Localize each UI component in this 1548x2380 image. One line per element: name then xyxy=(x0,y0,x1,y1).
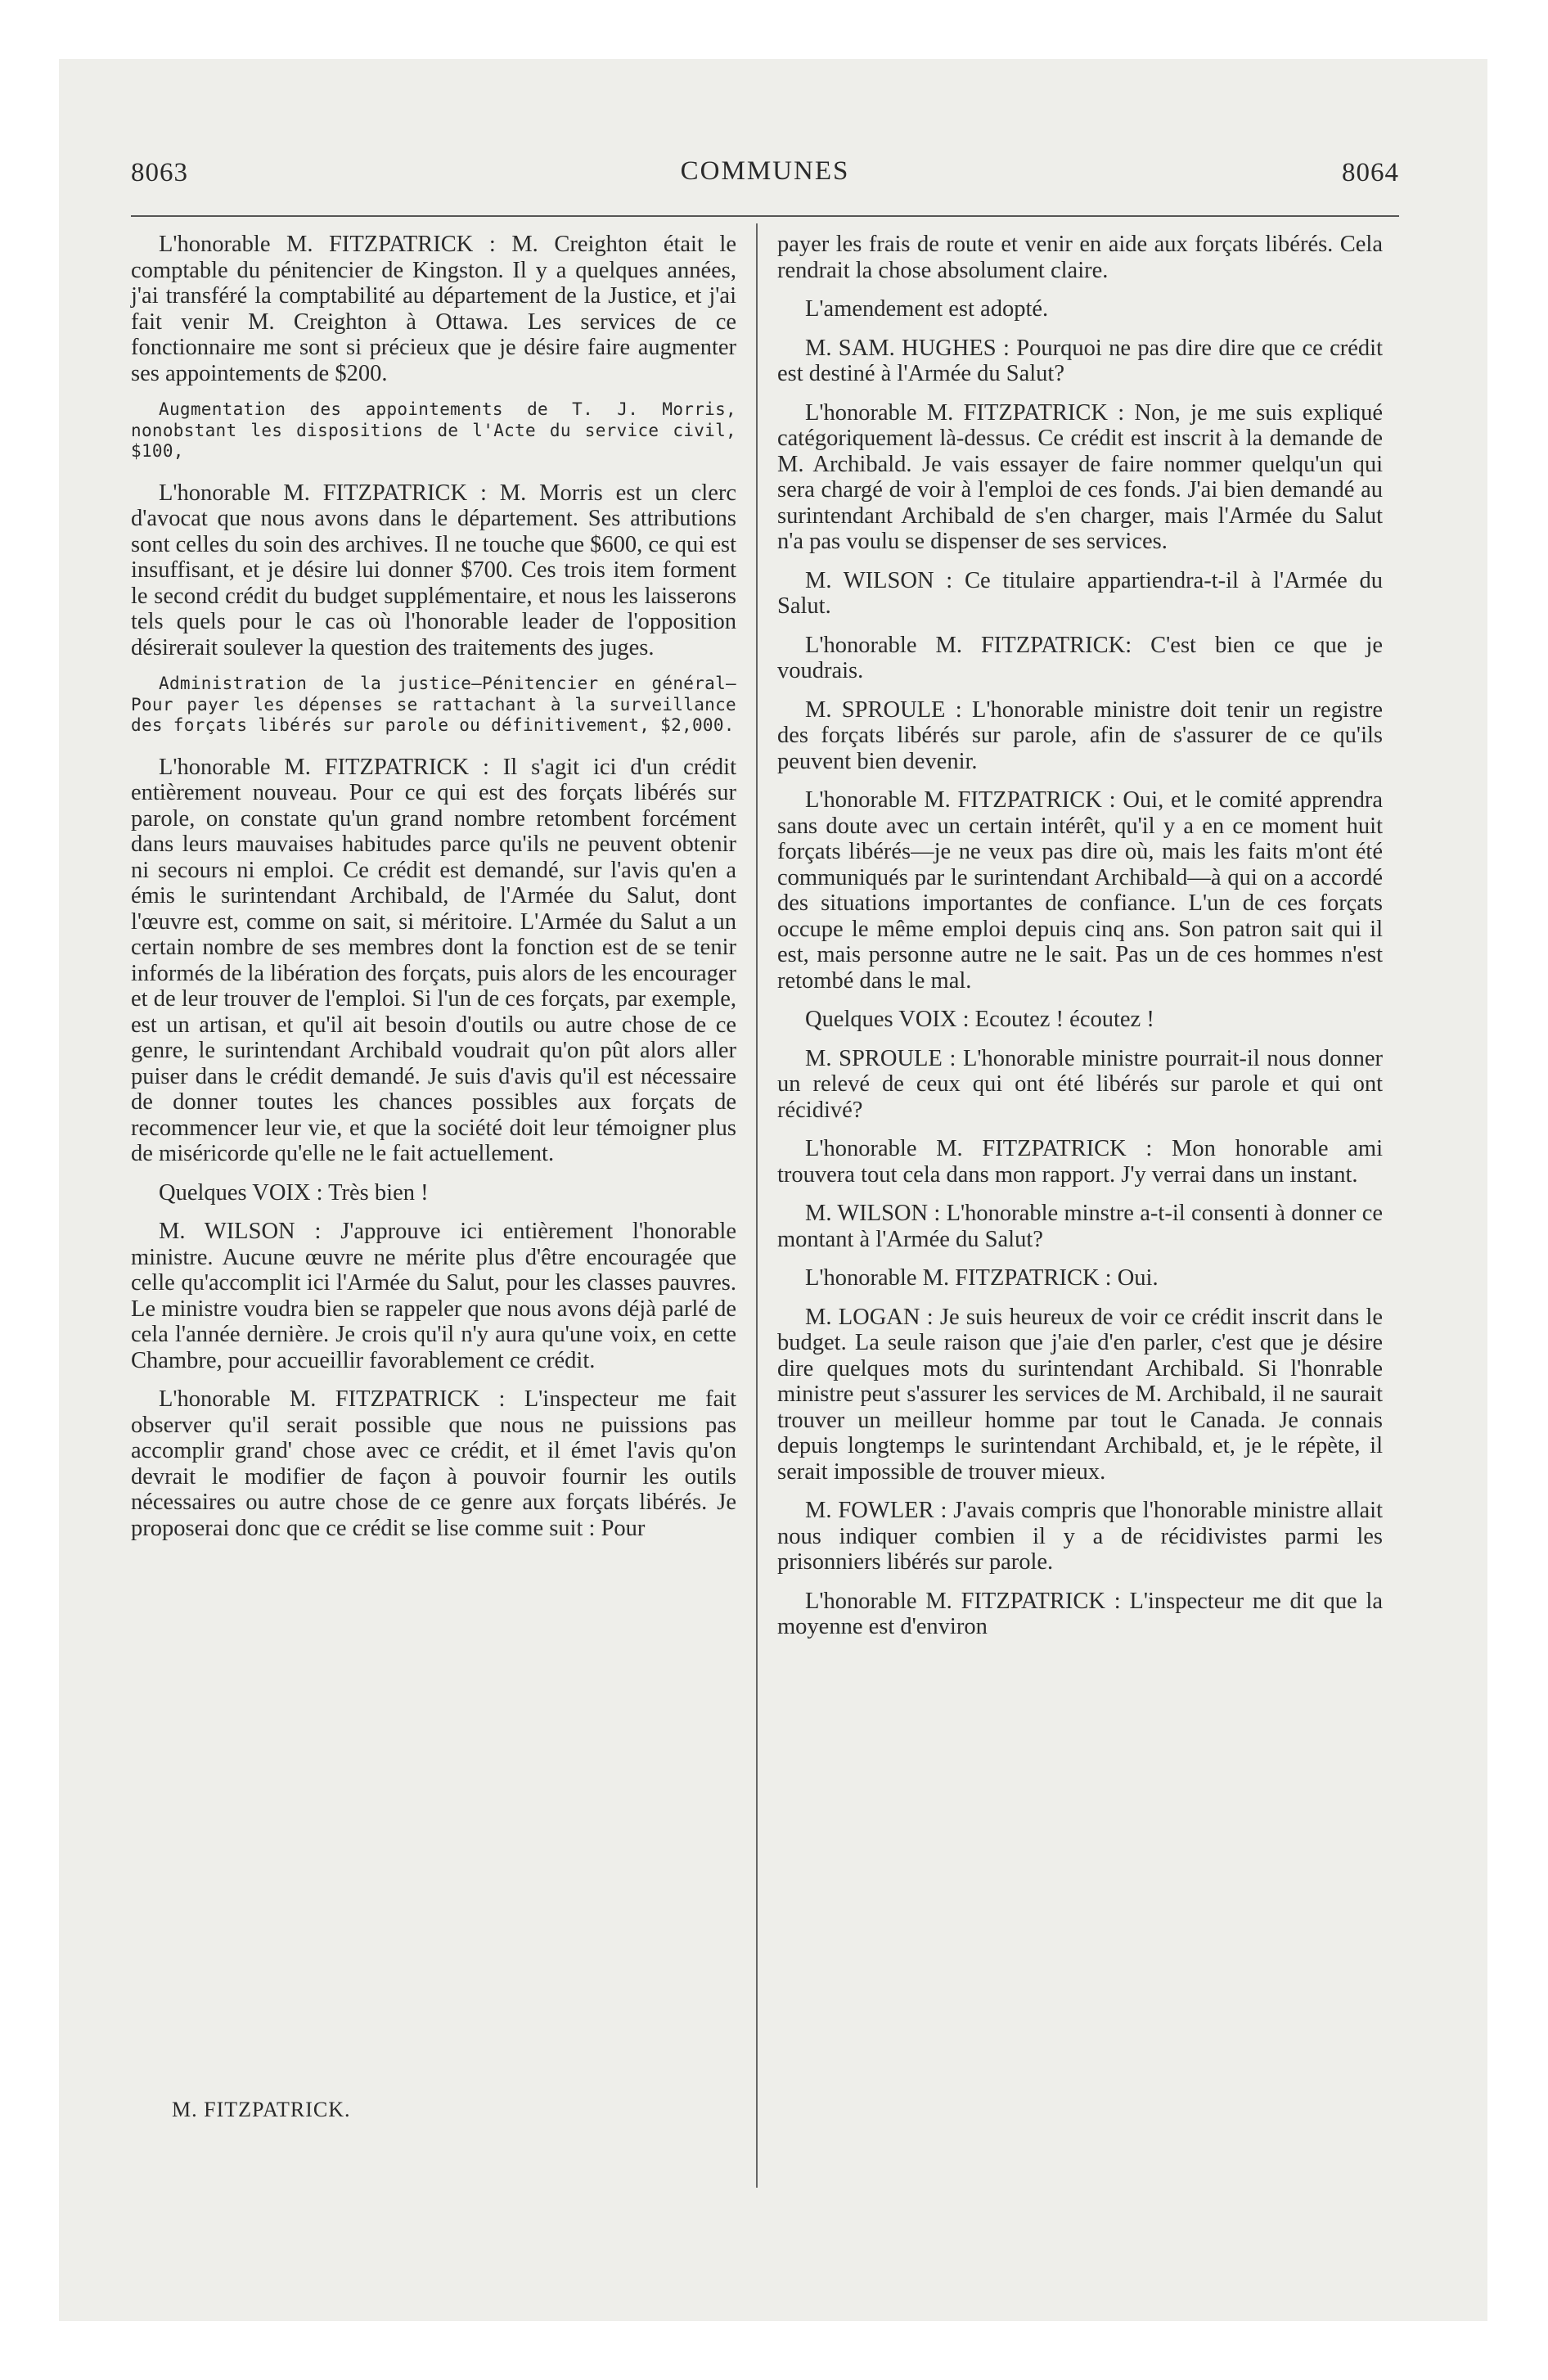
speech-paragraph: L'honorable M. FITZPATRICK : Mon honorable ami trouvera tout cela dans mon rapport. J'y verrai dans un instant. xyxy=(777,1136,1383,1188)
speech-paragraph: Quelques VOIX : Très bien ! xyxy=(159,1179,429,1206)
speech-paragraph: payer les frais de route et venir en aide aux forçats libérés. Cela rendrait la chose absolument claire. xyxy=(777,232,1383,283)
speech-paragraph: M. WILSON : Ce titulaire appartiendra-t-il à l'Armée du Salut. xyxy=(777,567,1383,619)
speech-paragraph: L'honorable M. FITZPATRICK : Oui, et le comité apprendra sans doute avec un certain intérêt, qu'il y a en ce moment huit forçats libérés—je ne veux pas dire où, mais les faits m'ont été communiqués par le surintendant Archibald—à qui on a accordé des situations importantes de confiance. L'un de ces forçats occupe le même emploi depuis cinq ans. Son patron sait qui il est, mais personne autre ne le sait. Pas un de ces hommes n'est retombé dans le mal. xyxy=(777,787,1383,994)
speech-paragraph: M. LOGAN : Je suis heureux de voir ce crédit inscrit dans le budget. La seule raison que j'aie d'en parler, c'est que je désire dire quelques mots du surintendant Archibald. Si l'honrable ministre peut s'assurer les services de M. Archibald, il ne saurait trouver un meilleur homme par tout le Canada. Je connais depuis longtemps le surintendant Archibald, et, je le répète, il serait impossible de trouver mieux. xyxy=(777,1304,1383,1485)
speech-paragraph: L'honorable M. FITZPATRICK : Il s'agit ici d'un crédit entièrement nouveau. Pour ce qui est des forçats libérés sur parole, on constate qu'un grand nombre retombent forcément dans leurs mauvaises habitudes parce qu'ils ne peuvent obtenir ni secours ni emploi. Ce crédit est demandé, sur l'avis qu'en a émis le surintendant Archibald, de l'Armée du Salut, dont l'œuvre est, comme on sait, si méritoire. L'Armée du Salut a un certain nombre de ses membres dont la fonction est de se tenir informés de la libération des forçats, puis alors de les encourager et de leur trouver de l'emploi. Si l'un de ces forçats, par exemple, est un artisan, et qu'il ait besoin d'outils ou autre chose de ce genre, le surintendant Archibald voudrait qu'on pût alors aller puiser dans le crédit demandé. Je suis d'avis qu'il est nécessaire de donner toutes les chances possibles aux forçats de recommencer leur vie, et que la société doit leur témoigner plus de miséricorde qu'elle ne le fait actuellement. xyxy=(131,754,736,1166)
speech-paragraph: L'honorable M. FITZPATRICK : M. Creighton était le comptable du pénitencier de Kingston. Il y a quelques années, j'ai transféré la comptabilité au département de la Justice, et j'ai fait venir M. Creighton à Ottawa. Les services de ce fonctionnaire me sont si précieux que je désire faire augmenter ses appointements de $200. xyxy=(131,232,736,386)
speech-paragraph: M. SPROULE : L'honorable ministre doit tenir un registre des forçats libérés sur parole, afin de s'assurer de ce qu'ils peuvent bien devenir. xyxy=(777,696,1383,774)
page-title: COMMUNES xyxy=(680,156,850,186)
vote-item-note: Augmentation des appointements de T. J. Morris, nonobstant les dispositions de l'Acte du service civil, $100, xyxy=(131,399,736,461)
right-column xyxy=(777,232,1383,1653)
speech-paragraph: L'honorable M. FITZPATRICK : Oui. xyxy=(805,1265,1159,1291)
speech-paragraph: L'honorable M. FITZPATRICK : Non, je me suis expliqué catégoriquement là-dessus. Ce crédit est inscrit à la demande de M. Archibald. Je vais essayer de faire nommer quelqu'un qui sera chargé de voir à l'emploi de ces fonds. J'ai bien demandé au surintendant Archibald de s'en charger, mais l'Armée du Salut n'a pas voulu se dispenser de ses services. xyxy=(777,399,1383,554)
page-number-right: 8064 xyxy=(1342,158,1399,187)
speech-paragraph: L'amendement est adopté. xyxy=(805,296,1049,322)
hansard-page xyxy=(131,151,1399,2197)
speech-paragraph: M. FOWLER : J'avais compris que l'honorable ministre allait nous indiquer combien il y a de récidivistes parmi les prisonniers libérés sur parole. xyxy=(777,1498,1383,1575)
column-divider xyxy=(756,223,758,2188)
vote-item-note: Administration de la justice—Pénitencier en général—Pour payer les dépenses se rattachant à la surveillance des forçats libérés sur parole ou définitivement, $2,000. xyxy=(131,674,736,735)
speech-paragraph: M. WILSON : J'approuve ici entièrement l'honorable ministre. Aucune œuvre ne mérite plus d'être encouragée que celle qu'accomplit ici l'Armée du Salut, pour les classes pauvres. Le ministre voudra bien se rappeler que nous avons déjà parlé de cela l'année dernière. Je crois qu'il n'y aura qu'une voix, en cette Chambre, pour accueillir favorablement ce crédit. xyxy=(131,1219,736,1373)
speech-paragraph: M. SAM. HUGHES : Pourquoi ne pas dire dire que ce crédit est destiné à l'Armée du Salut? xyxy=(777,335,1383,386)
speech-paragraph: L'honorable M. FITZPATRICK: C'est bien ce que je voudrais. xyxy=(777,632,1383,683)
speech-paragraph: Quelques VOIX : Ecoutez ! écoutez ! xyxy=(805,1007,1154,1032)
speech-paragraph: M. WILSON : L'honorable minstre a-t-il consenti à donner ce montant à l'Armée du Salut? xyxy=(777,1201,1383,1252)
header-rule xyxy=(131,215,1399,217)
footer-speaker-name: M. FITZPATRICK. xyxy=(172,2098,351,2121)
left-column xyxy=(131,232,736,1554)
speech-paragraph: L'honorable M. FITZPATRICK : L'inspecteur me fait observer qu'il serait possible que nous ne puissions pas accomplir grand' chose avec ce crédit, et il émet l'avis qu'on devrait le modifier de façon à pouvoir fournir les outils nécessaires ou autre chose de ce genre aux forçats libérés. Je proposerai donc que ce crédit se lise comme suit : Pour xyxy=(131,1386,736,1541)
page-number-left: 8063 xyxy=(131,158,188,187)
speech-paragraph: L'honorable M. FITZPATRICK : M. Morris est un clerc d'avocat que nous avons dans le département. Ses attributions sont celles du soin des archives. Il ne touche que $600, ce qui est insuffisant, et je désire lui donner $700. Ces trois item forment le second crédit du budget supplémentaire, et nous les laisserons tels quels pour le cas où l'honorable leader de l'opposition désirerait soulever la question des traitements des juges. xyxy=(131,480,737,660)
speech-paragraph: L'honorable M. FITZPATRICK : L'inspecteur me dit que la moyenne est d'environ xyxy=(777,1588,1383,1639)
running-header xyxy=(131,151,1399,201)
speech-paragraph: M. SPROULE : L'honorable ministre pourrait-il nous donner un relevé de ceux qui ont été libérés sur parole et qui ont récidivé? xyxy=(777,1045,1383,1123)
